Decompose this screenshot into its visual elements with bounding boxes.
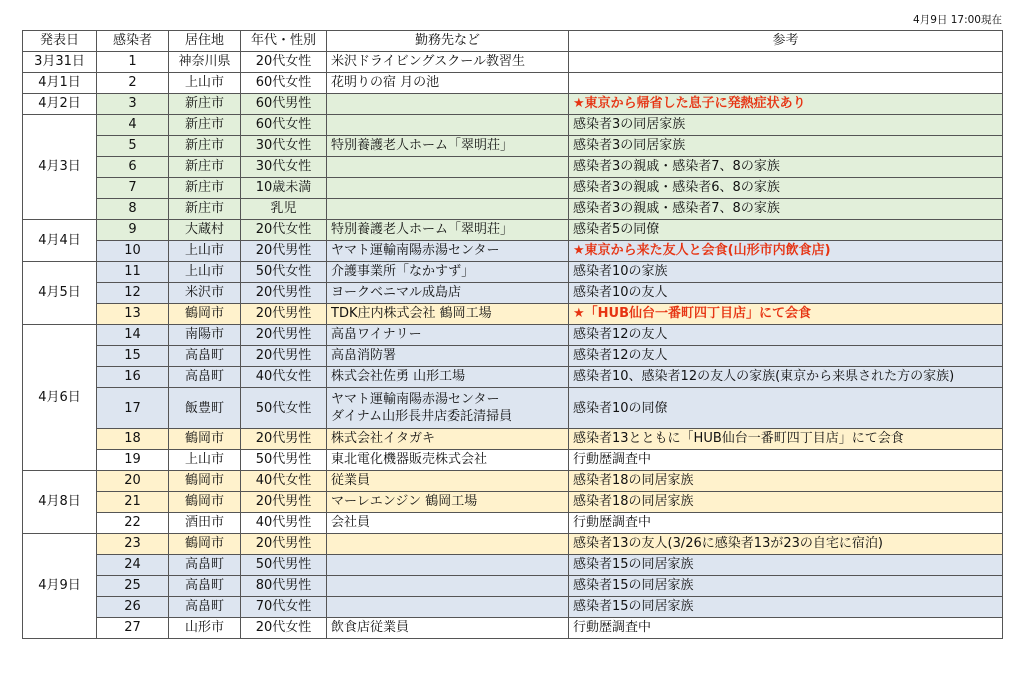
case-no: 24: [97, 555, 169, 576]
table-row: [23, 115, 1003, 136]
date-cell: 4月2日: [23, 94, 97, 115]
table-row: [23, 220, 1003, 241]
notes: 感染者15の同居家族: [569, 597, 1003, 618]
case-no: 15: [97, 346, 169, 367]
notes: 感染者13とともに「HUB仙台一番町四丁目店」にて会食: [569, 429, 1003, 450]
case-no: 21: [97, 492, 169, 513]
residence: 酒田市: [169, 513, 241, 534]
table-row: [23, 304, 1003, 325]
case-table: [22, 30, 1003, 639]
age-sex: 10歳未満: [241, 178, 327, 199]
case-no: 7: [97, 178, 169, 199]
case-no: 19: [97, 450, 169, 471]
residence: 大蔵村: [169, 220, 241, 241]
workplace: [327, 178, 569, 199]
table-row: [23, 534, 1003, 555]
age-sex: 20代男性: [241, 325, 327, 346]
notes: 感染者12の友人: [569, 346, 1003, 367]
table-row: [23, 94, 1003, 115]
residence: 南陽市: [169, 325, 241, 346]
header-workplace: 勤務先など: [327, 31, 569, 52]
age-sex: 20代男性: [241, 534, 327, 555]
residence: 鶴岡市: [169, 304, 241, 325]
case-no: 9: [97, 220, 169, 241]
residence: 新庄市: [169, 157, 241, 178]
residence: 山形市: [169, 618, 241, 639]
age-sex: 20代女性: [241, 220, 327, 241]
table-row: [23, 618, 1003, 639]
notes: 感染者15の同居家族: [569, 576, 1003, 597]
notes: 感染者3の親戚・感染者7、8の家族: [569, 199, 1003, 220]
workplace: 高畠消防署: [327, 346, 569, 367]
table-row: [23, 52, 1003, 73]
age-sex: 20代男性: [241, 283, 327, 304]
notes: 感染者3の同居家族: [569, 136, 1003, 157]
age-sex: 20代女性: [241, 618, 327, 639]
table-row: [23, 157, 1003, 178]
workplace: 介護事業所「なかすず」: [327, 262, 569, 283]
table-row: [23, 429, 1003, 450]
age-sex: 50代男性: [241, 555, 327, 576]
age-sex: 40代女性: [241, 367, 327, 388]
date-cell: 4月8日: [23, 471, 97, 534]
residence: 上山市: [169, 241, 241, 262]
residence: 高畠町: [169, 555, 241, 576]
residence: 新庄市: [169, 94, 241, 115]
residence: 高畠町: [169, 367, 241, 388]
case-no: 6: [97, 157, 169, 178]
workplace: [327, 157, 569, 178]
age-sex: 70代女性: [241, 597, 327, 618]
workplace: [327, 94, 569, 115]
case-no: 16: [97, 367, 169, 388]
residence: 新庄市: [169, 136, 241, 157]
table-row: [23, 73, 1003, 94]
table-row: [23, 136, 1003, 157]
workplace: [327, 555, 569, 576]
residence: 新庄市: [169, 178, 241, 199]
residence: 新庄市: [169, 115, 241, 136]
table-row: [23, 262, 1003, 283]
workplace: 株式会社佐勇 山形工場: [327, 367, 569, 388]
workplace-line-1: ヤマト運輸南陽赤湯センター: [331, 392, 500, 407]
table-row: [23, 388, 1003, 429]
table-row: [23, 513, 1003, 534]
residence: 鶴岡市: [169, 471, 241, 492]
date-cell: 4月9日: [23, 534, 97, 639]
age-sex: 乳児: [241, 199, 327, 220]
residence: 高畠町: [169, 597, 241, 618]
case-no: 27: [97, 618, 169, 639]
case-no: 10: [97, 241, 169, 262]
notes: 感染者3の同居家族: [569, 115, 1003, 136]
notes: 感染者10、感染者12の友人の家族(東京から来県された方の家族): [569, 367, 1003, 388]
table-row: [23, 471, 1003, 492]
case-no: 11: [97, 262, 169, 283]
table-row: [23, 555, 1003, 576]
notes: 行動歴調査中: [569, 513, 1003, 534]
age-sex: 50代女性: [241, 262, 327, 283]
age-sex: 60代女性: [241, 115, 327, 136]
age-sex: 80代男性: [241, 576, 327, 597]
case-no: 4: [97, 115, 169, 136]
notes: 感染者13の友人(3/26に感染者13が23の自宅に宿泊): [569, 534, 1003, 555]
date-cell: 4月6日: [23, 325, 97, 471]
workplace: 米沢ドライビングスクール教習生: [327, 52, 569, 73]
as-of-timestamp: 4月9日 17:00現在: [913, 14, 1002, 26]
notes: 感染者10の友人: [569, 283, 1003, 304]
table-row: [23, 199, 1003, 220]
case-no: 5: [97, 136, 169, 157]
header-residence: 居住地: [169, 31, 241, 52]
residence: 高畠町: [169, 346, 241, 367]
notes: 行動歴調査中: [569, 618, 1003, 639]
residence: 上山市: [169, 262, 241, 283]
workplace: [327, 199, 569, 220]
table-row: [23, 450, 1003, 471]
case-no: 1: [97, 52, 169, 73]
header-announce-date: 発表日: [23, 31, 97, 52]
case-no: 2: [97, 73, 169, 94]
age-sex: 20代男性: [241, 346, 327, 367]
case-no: 26: [97, 597, 169, 618]
age-sex: 40代女性: [241, 471, 327, 492]
age-sex: 30代女性: [241, 157, 327, 178]
residence: 高畠町: [169, 576, 241, 597]
date-cell: 3月31日: [23, 52, 97, 73]
age-sex: 20代男性: [241, 492, 327, 513]
residence: 上山市: [169, 450, 241, 471]
notes: 感染者15の同居家族: [569, 555, 1003, 576]
age-sex: 60代男性: [241, 94, 327, 115]
workplace: 高畠ワイナリー: [327, 325, 569, 346]
age-sex: 50代女性: [241, 388, 327, 429]
table-row: [23, 346, 1003, 367]
workplace: ヤマト運輸南陽赤湯センター: [327, 241, 569, 262]
age-sex: 60代女性: [241, 73, 327, 94]
residence: 上山市: [169, 73, 241, 94]
date-cell: 4月5日: [23, 262, 97, 325]
workplace: [327, 388, 569, 429]
table-row: [23, 576, 1003, 597]
case-no: 25: [97, 576, 169, 597]
case-no: 8: [97, 199, 169, 220]
table-row: [23, 283, 1003, 304]
residence: 米沢市: [169, 283, 241, 304]
workplace-line-2: ダイナム山形長井店委託清掃員: [331, 409, 513, 424]
case-no: 20: [97, 471, 169, 492]
table-row: [23, 492, 1003, 513]
notes-highlight: ★東京から帰省した息子に発熱症状あり: [569, 94, 1003, 115]
notes-highlight: ★東京から来た友人と会食(山形市内飲食店): [569, 241, 1003, 262]
table-row: [23, 325, 1003, 346]
age-sex: 50代男性: [241, 450, 327, 471]
residence: 鶴岡市: [169, 534, 241, 555]
case-no: 12: [97, 283, 169, 304]
notes: 感染者10の同僚: [569, 388, 1003, 429]
workplace: [327, 115, 569, 136]
header-case-no: 感染者: [97, 31, 169, 52]
workplace: 従業員: [327, 471, 569, 492]
notes: 感染者3の親戚・感染者6、8の家族: [569, 178, 1003, 199]
workplace: 特別養護老人ホーム「翠明荘」: [327, 136, 569, 157]
workplace: [327, 534, 569, 555]
workplace: 株式会社イタガキ: [327, 429, 569, 450]
case-no: 13: [97, 304, 169, 325]
workplace: 会社員: [327, 513, 569, 534]
header-row: [23, 31, 1003, 52]
notes: [569, 52, 1003, 73]
notes: [569, 73, 1003, 94]
table-row: [23, 241, 1003, 262]
notes: 行動歴調査中: [569, 450, 1003, 471]
notes: 感染者10の家族: [569, 262, 1003, 283]
age-sex: 20代男性: [241, 241, 327, 262]
case-no: 18: [97, 429, 169, 450]
notes: 感染者18の同居家族: [569, 471, 1003, 492]
header-age-sex: 年代・性別: [241, 31, 327, 52]
residence: 鶴岡市: [169, 429, 241, 450]
workplace: 東北電化機器販売株式会社: [327, 450, 569, 471]
age-sex: 30代女性: [241, 136, 327, 157]
workplace: ヨークベニマル成島店: [327, 283, 569, 304]
residence: 新庄市: [169, 199, 241, 220]
case-no: 22: [97, 513, 169, 534]
residence: 神奈川県: [169, 52, 241, 73]
workplace: TDK庄内株式会社 鶴岡工場: [327, 304, 569, 325]
workplace: マーレエンジン 鶴岡工場: [327, 492, 569, 513]
age-sex: 40代男性: [241, 513, 327, 534]
workplace: [327, 597, 569, 618]
table-row: [23, 367, 1003, 388]
age-sex: 20代女性: [241, 52, 327, 73]
date-cell: 4月3日: [23, 115, 97, 220]
case-no: 17: [97, 388, 169, 429]
table-row: [23, 178, 1003, 199]
case-no: 14: [97, 325, 169, 346]
notes: 感染者3の親戚・感染者7、8の家族: [569, 157, 1003, 178]
workplace: 飲食店従業員: [327, 618, 569, 639]
notes: 感染者12の友人: [569, 325, 1003, 346]
header-notes: 参考: [569, 31, 1003, 52]
age-sex: 20代男性: [241, 304, 327, 325]
table-row: [23, 597, 1003, 618]
age-sex: 20代男性: [241, 429, 327, 450]
case-no: 3: [97, 94, 169, 115]
workplace: 特別養護老人ホーム「翠明荘」: [327, 220, 569, 241]
residence: 鶴岡市: [169, 492, 241, 513]
notes-highlight: ★「HUB仙台一番町四丁目店」にて会食: [569, 304, 1003, 325]
residence: 飯豊町: [169, 388, 241, 429]
date-cell: 4月4日: [23, 220, 97, 262]
notes: 感染者5の同僚: [569, 220, 1003, 241]
workplace: [327, 576, 569, 597]
date-cell: 4月1日: [23, 73, 97, 94]
notes: 感染者18の同居家族: [569, 492, 1003, 513]
case-no: 23: [97, 534, 169, 555]
workplace: 花明りの宿 月の池: [327, 73, 569, 94]
